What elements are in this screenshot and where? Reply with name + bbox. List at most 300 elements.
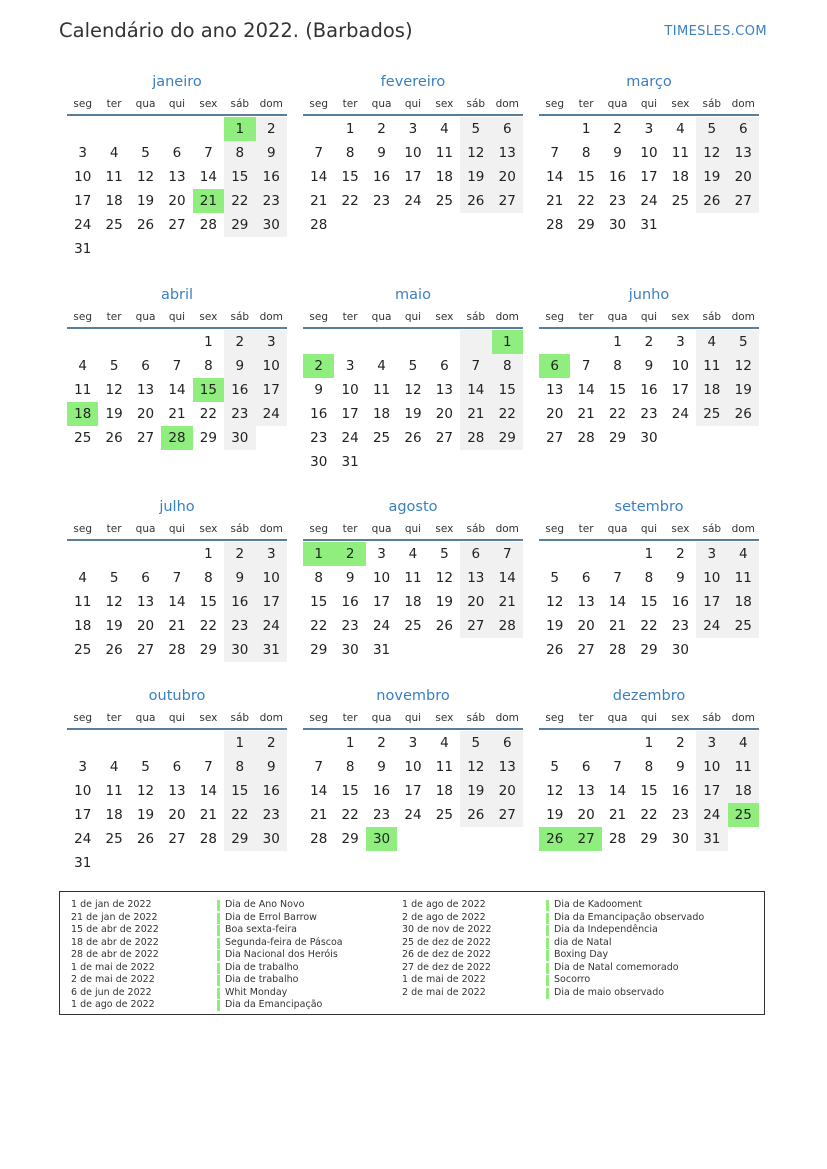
- day-cell: 12: [696, 141, 727, 165]
- day-cell: 23: [640, 406, 658, 422]
- empty-cell: [602, 542, 633, 566]
- day-cell: 18: [372, 406, 391, 422]
- holiday-legend: [59, 891, 765, 1015]
- day-cell: 15: [199, 594, 217, 610]
- day-cell: 9: [224, 566, 255, 590]
- day-cell: 28: [546, 217, 564, 233]
- month-title: junho: [628, 287, 670, 303]
- day-cell: 25: [435, 807, 453, 823]
- day-cell: 7: [314, 145, 323, 161]
- day-cell: 22: [608, 406, 627, 422]
- day-cell: 26: [546, 642, 564, 658]
- day-cell: 18: [74, 618, 92, 634]
- day-cell: 11: [435, 145, 453, 161]
- empty-cell: [366, 330, 397, 354]
- day-cell: 29: [341, 831, 359, 847]
- day-cell: 20: [577, 807, 595, 823]
- day-cell: 3: [345, 358, 355, 374]
- month-title: julho: [159, 499, 195, 515]
- legend-holiday-name: Boa sexta-feira: [217, 924, 343, 937]
- empty-cell: [130, 542, 161, 566]
- day-cell: 1: [581, 121, 591, 137]
- weekday-label: qui: [168, 98, 186, 110]
- day-cell: 31: [256, 638, 287, 662]
- day-cell: 10: [640, 145, 658, 161]
- day-cell: 6: [141, 570, 150, 586]
- day-cell: 22: [224, 803, 255, 827]
- empty-cell: [303, 731, 334, 755]
- weekday-label: dom: [495, 311, 519, 323]
- day-cell: 25: [728, 614, 759, 638]
- day-cell: 14: [168, 594, 186, 610]
- day-cell: 5: [109, 358, 119, 374]
- weekday-header: [539, 305, 759, 329]
- day-cell: 17: [74, 807, 92, 823]
- day-cell: 6: [460, 542, 491, 566]
- weekday-label: dom: [731, 523, 755, 535]
- day-cell: 29: [640, 642, 658, 658]
- weekday-label: qua: [607, 311, 628, 323]
- day-cell: 16: [224, 378, 255, 402]
- weekday-label: dom: [495, 98, 519, 110]
- holiday-day: 1: [492, 330, 523, 354]
- day-cell: 16: [640, 382, 658, 398]
- month-title: dezembro: [612, 688, 686, 704]
- month-abril: [67, 285, 287, 450]
- empty-cell: [98, 542, 129, 566]
- legend-holiday-name: Dia de Natal comemorado: [546, 962, 704, 975]
- day-cell: 12: [105, 382, 123, 398]
- weekday-label: sáb: [466, 712, 486, 724]
- weekday-label: ter: [342, 98, 358, 110]
- weekday-label: qua: [371, 311, 392, 323]
- weekday-label: sex: [671, 311, 690, 323]
- day-cell: 5: [550, 759, 559, 775]
- legend-holiday-name: Dia de Ano Novo: [217, 899, 343, 912]
- day-cell: 29: [224, 827, 255, 851]
- legend-names-left: [217, 899, 343, 1012]
- day-cell: 1: [644, 546, 654, 562]
- day-cell: 25: [696, 402, 727, 426]
- day-cell: 28: [460, 426, 491, 450]
- day-cell: 16: [310, 406, 328, 422]
- day-cell: 4: [440, 121, 449, 137]
- day-cell: 13: [168, 169, 186, 185]
- legend-holiday-name: Dia de trabalho: [217, 962, 343, 975]
- month-fevereiro: [303, 72, 523, 237]
- day-cell: 9: [644, 358, 654, 374]
- day-cell: 7: [492, 542, 523, 566]
- weekday-label: sex: [199, 523, 218, 535]
- day-cell: 20: [577, 618, 595, 634]
- weekday-label: seg: [73, 712, 93, 724]
- empty-cell: [539, 330, 570, 354]
- day-cell: 18: [696, 378, 727, 402]
- day-cell: 22: [341, 807, 359, 823]
- day-cell: 13: [136, 594, 155, 610]
- day-cell: 19: [105, 406, 123, 422]
- day-cell: 4: [78, 570, 87, 586]
- legend-holiday-name: Dia da Emancipação observado: [546, 912, 704, 925]
- weekday-label: dom: [259, 98, 283, 110]
- day-cell: 28: [608, 831, 627, 847]
- day-cell: 27: [136, 430, 155, 446]
- day-cell: 15: [224, 779, 255, 803]
- legend-date: 28 de abr de 2022: [71, 949, 159, 960]
- day-cell: 10: [372, 570, 391, 586]
- day-cell: 22: [577, 193, 595, 209]
- empty-cell: [98, 117, 129, 141]
- day-cell: 11: [696, 354, 727, 378]
- day-cell: 21: [310, 807, 328, 823]
- day-cell: 12: [546, 783, 564, 799]
- day-cell: 24: [404, 807, 422, 823]
- day-cell: 7: [172, 358, 182, 374]
- weekday-label: sáb: [230, 523, 250, 535]
- month-title: outubro: [148, 688, 206, 704]
- day-cell: 16: [224, 590, 255, 614]
- empty-cell: [161, 731, 192, 755]
- legend-date: 18 de abr de 2022: [71, 936, 159, 948]
- day-cell: 23: [224, 614, 255, 638]
- month-title: setembro: [614, 499, 684, 515]
- day-cell: 7: [613, 759, 622, 775]
- empty-cell: [334, 330, 365, 354]
- day-cell: 25: [74, 430, 92, 446]
- legend-date: 2 de ago de 2022: [402, 911, 486, 923]
- day-cell: 7: [314, 759, 323, 775]
- weekday-label: seg: [309, 98, 329, 110]
- month-novembro: [303, 686, 523, 851]
- month-title: novembro: [376, 688, 450, 704]
- weekday-label: sáb: [702, 523, 722, 535]
- day-cell: 30: [224, 638, 255, 662]
- day-cell: 28: [608, 642, 627, 658]
- day-cell: 23: [310, 430, 328, 446]
- empty-cell: [303, 330, 334, 354]
- legend-holiday-name: Dia da Independência: [546, 924, 704, 937]
- day-cell: 12: [136, 169, 155, 185]
- day-cell: 10: [404, 759, 422, 775]
- month-junho: [539, 285, 759, 450]
- weekday-label: seg: [545, 311, 565, 323]
- day-cell: 13: [728, 141, 759, 165]
- weekday-label: seg: [309, 523, 329, 535]
- day-cell: 6: [492, 731, 523, 755]
- day-cell: 6: [581, 759, 591, 775]
- day-cell: 21: [168, 618, 186, 634]
- day-cell: 23: [372, 193, 391, 209]
- month-dezembro: [539, 686, 759, 851]
- day-cell: 18: [435, 783, 453, 799]
- empty-cell: [397, 330, 428, 354]
- empty-cell: [67, 731, 98, 755]
- legend-date: 26 de dez de 2022: [402, 949, 491, 960]
- day-cell: 16: [671, 783, 689, 799]
- day-cell: 12: [404, 382, 422, 398]
- day-grid: [539, 731, 759, 851]
- day-cell: 1: [613, 334, 622, 350]
- legend-holiday-name: Dia de trabalho: [217, 974, 343, 987]
- day-cell: 3: [696, 542, 727, 566]
- day-cell: 18: [105, 807, 123, 823]
- day-cell: 3: [78, 145, 87, 161]
- day-cell: 17: [404, 783, 422, 799]
- day-cell: 12: [435, 570, 453, 586]
- day-cell: 26: [728, 402, 759, 426]
- day-cell: 27: [492, 803, 523, 827]
- empty-cell: [67, 117, 98, 141]
- month-agosto: [303, 497, 523, 662]
- weekday-label: dom: [731, 98, 755, 110]
- day-cell: 26: [460, 189, 491, 213]
- day-cell: 15: [224, 165, 255, 189]
- day-cell: 14: [460, 378, 491, 402]
- day-cell: 21: [608, 618, 627, 634]
- day-cell: 31: [74, 855, 92, 871]
- day-cell: 8: [204, 570, 213, 586]
- day-cell: 23: [224, 402, 255, 426]
- day-cell: 31: [341, 454, 359, 470]
- day-cell: 18: [105, 193, 123, 209]
- weekday-label: sex: [199, 712, 218, 724]
- day-cell: 15: [341, 783, 359, 799]
- weekday-label: dom: [259, 523, 283, 535]
- day-cell: 8: [613, 358, 622, 374]
- day-cell: 18: [404, 594, 422, 610]
- day-cell: 10: [404, 145, 422, 161]
- day-cell: 6: [728, 117, 759, 141]
- day-cell: 1: [345, 735, 355, 751]
- weekday-label: sáb: [230, 98, 250, 110]
- holiday-day: 18: [67, 402, 98, 426]
- weekday-label: ter: [106, 523, 122, 535]
- day-cell: 25: [435, 193, 453, 209]
- weekday-label: ter: [342, 712, 358, 724]
- day-cell: 5: [696, 117, 727, 141]
- legend-date: 1 de ago de 2022: [71, 999, 155, 1010]
- brand-link[interactable]: TIMESLES.COM: [664, 24, 767, 39]
- empty-cell: [429, 330, 460, 354]
- day-cell: 4: [78, 358, 87, 374]
- day-cell: 16: [372, 783, 391, 799]
- weekday-label: qui: [640, 523, 658, 535]
- day-cell: 30: [341, 642, 359, 658]
- empty-cell: [570, 330, 601, 354]
- day-cell: 7: [204, 145, 213, 161]
- day-cell: 6: [440, 358, 449, 374]
- day-cell: 24: [256, 614, 287, 638]
- day-cell: 14: [310, 169, 328, 185]
- day-cell: 23: [608, 193, 627, 209]
- day-cell: 1: [644, 735, 654, 751]
- day-cell: 15: [608, 382, 627, 398]
- weekday-label: sex: [435, 523, 454, 535]
- day-cell: 14: [199, 783, 217, 799]
- weekday-label: dom: [495, 712, 519, 724]
- day-cell: 13: [435, 382, 453, 398]
- weekday-header: [303, 706, 523, 730]
- day-cell: 15: [640, 783, 658, 799]
- day-cell: 21: [492, 590, 523, 614]
- day-cell: 6: [172, 759, 182, 775]
- day-cell: 10: [696, 566, 727, 590]
- weekday-label: ter: [106, 311, 122, 323]
- day-grid: [67, 731, 287, 875]
- day-cell: 16: [671, 594, 689, 610]
- day-cell: 8: [644, 570, 654, 586]
- day-cell: 19: [728, 378, 759, 402]
- day-cell: 8: [224, 755, 255, 779]
- day-cell: 9: [256, 755, 287, 779]
- month-julho: [67, 497, 287, 662]
- day-cell: 19: [105, 618, 123, 634]
- weekday-label: qui: [404, 712, 422, 724]
- weekday-label: sáb: [466, 311, 486, 323]
- day-cell: 11: [404, 570, 422, 586]
- empty-cell: [130, 330, 161, 354]
- day-cell: 22: [640, 618, 658, 634]
- weekday-label: ter: [578, 712, 594, 724]
- day-cell: 8: [644, 759, 654, 775]
- day-cell: 12: [728, 354, 759, 378]
- day-cell: 9: [676, 759, 685, 775]
- day-cell: 12: [546, 594, 564, 610]
- day-cell: 18: [728, 590, 759, 614]
- weekday-header: [539, 92, 759, 116]
- day-cell: 5: [440, 546, 449, 562]
- weekday-header: [67, 706, 287, 730]
- day-cell: 17: [404, 169, 422, 185]
- day-cell: 20: [492, 779, 523, 803]
- weekday-label: qua: [371, 523, 392, 535]
- day-cell: 4: [109, 759, 119, 775]
- day-cell: 19: [546, 807, 564, 823]
- day-cell: 14: [310, 783, 328, 799]
- day-cell: 23: [671, 618, 689, 634]
- weekday-label: qui: [640, 98, 658, 110]
- day-cell: 29: [310, 642, 328, 658]
- empty-cell: [161, 542, 192, 566]
- weekday-label: sáb: [466, 98, 486, 110]
- day-cell: 8: [345, 759, 355, 775]
- day-cell: 24: [341, 430, 359, 446]
- month-title: abril: [160, 287, 194, 303]
- weekday-label: qui: [168, 712, 186, 724]
- day-cell: 2: [377, 121, 386, 137]
- weekday-label: sáb: [466, 523, 486, 535]
- day-cell: 3: [256, 542, 287, 566]
- day-cell: 13: [136, 382, 155, 398]
- day-cell: 6: [492, 117, 523, 141]
- weekday-header: [303, 517, 523, 541]
- holiday-day: 6: [539, 354, 570, 378]
- day-cell: 3: [644, 121, 654, 137]
- day-cell: 8: [204, 358, 213, 374]
- empty-cell: [570, 542, 601, 566]
- day-cell: 23: [372, 807, 391, 823]
- day-cell: 11: [74, 594, 92, 610]
- day-cell: 20: [168, 807, 186, 823]
- day-cell: 2: [644, 334, 654, 350]
- day-cell: 3: [377, 546, 386, 562]
- day-cell: 7: [172, 570, 182, 586]
- day-cell: 13: [168, 783, 186, 799]
- day-cell: 26: [136, 831, 155, 847]
- day-cell: 19: [136, 807, 155, 823]
- day-cell: 4: [728, 542, 759, 566]
- weekday-label: sáb: [230, 311, 250, 323]
- day-cell: 25: [105, 217, 123, 233]
- day-cell: 15: [577, 169, 595, 185]
- day-cell: 3: [78, 759, 87, 775]
- day-cell: 7: [460, 354, 491, 378]
- legend-holiday-name: Dia da Emancipação: [217, 999, 343, 1012]
- legend-holiday-name: Dia de maio observado: [546, 987, 704, 1000]
- legend-date: 15 de abr de 2022: [71, 924, 159, 935]
- weekday-label: ter: [342, 523, 358, 535]
- day-cell: 9: [676, 570, 685, 586]
- day-cell: 9: [345, 570, 355, 586]
- day-cell: 3: [696, 731, 727, 755]
- weekday-label: qua: [135, 523, 156, 535]
- day-cell: 30: [224, 426, 255, 450]
- day-cell: 24: [372, 618, 391, 634]
- day-cell: 18: [435, 169, 453, 185]
- weekday-header: [539, 706, 759, 730]
- day-cell: 6: [141, 358, 150, 374]
- weekday-label: ter: [106, 712, 122, 724]
- day-cell: 21: [168, 406, 186, 422]
- day-cell: 2: [224, 542, 255, 566]
- legend-date: 1 de mai de 2022: [402, 974, 486, 985]
- day-cell: 12: [136, 783, 155, 799]
- legend-date: 6 de jun de 2022: [71, 986, 152, 998]
- day-cell: 4: [696, 330, 727, 354]
- day-cell: 25: [671, 193, 689, 209]
- day-cell: 20: [460, 590, 491, 614]
- day-cell: 20: [728, 165, 759, 189]
- weekday-label: sáb: [230, 712, 250, 724]
- day-grid: [539, 330, 759, 450]
- day-cell: 31: [74, 241, 92, 257]
- legend-date: 21 de jan de 2022: [71, 911, 158, 923]
- day-cell: 23: [671, 807, 689, 823]
- weekday-label: qui: [404, 311, 422, 323]
- weekday-label: dom: [259, 311, 283, 323]
- day-cell: 4: [377, 358, 386, 374]
- day-cell: 3: [408, 121, 418, 137]
- legend-date: 30 de nov de 2022: [402, 924, 492, 935]
- day-cell: 10: [74, 783, 92, 799]
- day-cell: 10: [696, 755, 727, 779]
- month-janeiro: [67, 72, 287, 261]
- day-cell: 12: [460, 755, 491, 779]
- day-cell: 11: [372, 382, 391, 398]
- day-cell: 8: [492, 354, 523, 378]
- day-cell: 2: [256, 117, 287, 141]
- day-cell: 30: [256, 827, 287, 851]
- weekday-label: qua: [371, 98, 392, 110]
- day-cell: 30: [608, 217, 627, 233]
- day-cell: 11: [435, 759, 453, 775]
- weekday-label: qua: [135, 311, 156, 323]
- empty-cell: [570, 731, 601, 755]
- day-cell: 29: [224, 213, 255, 237]
- day-cell: 13: [460, 566, 491, 590]
- weekday-label: sex: [435, 311, 454, 323]
- day-cell: 28: [310, 831, 328, 847]
